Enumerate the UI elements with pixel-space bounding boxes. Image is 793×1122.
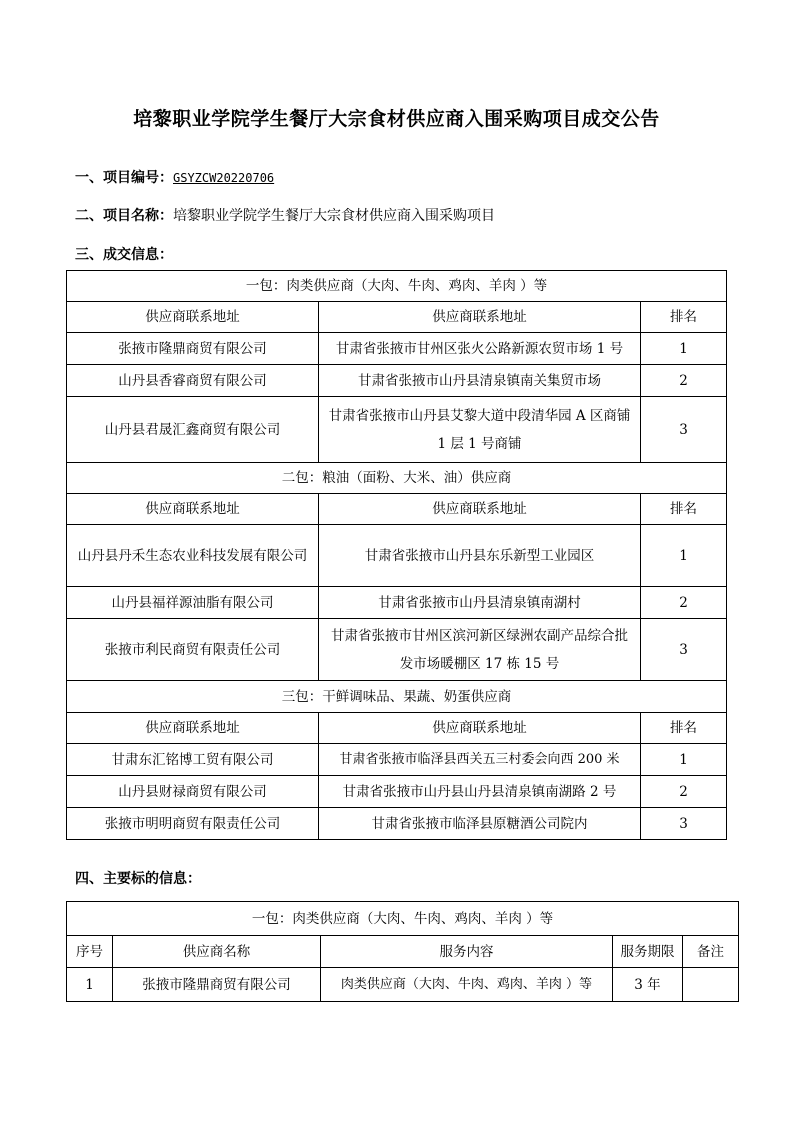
supplier-address: 甘肃省张掖市甘州区张火公路新源农贸市场 1 号 xyxy=(319,333,641,365)
table-row xyxy=(67,776,727,808)
supplier-rank: 1 xyxy=(641,525,727,587)
supplier-name: 山丹县财禄商贸有限公司 xyxy=(67,776,319,808)
project-number-value: GSYZCW20220706 xyxy=(173,171,275,185)
deal-info-heading xyxy=(75,245,173,265)
project-name-value: 培黎职业学院学生餐厅大宗食材供应商入围采购项目 xyxy=(173,208,495,224)
supplier-rank: 1 xyxy=(641,744,727,776)
package-2-title: 二包：粮油（面粉、大米、油）供应商 xyxy=(67,463,727,494)
supplier-rank: 3 xyxy=(641,808,727,840)
supplier-address: 甘肃省张掖市山丹县清泉镇南关集贸市场 xyxy=(319,365,641,397)
supplier-address: 甘肃省张掖市山丹县艾黎大道中段清华园 A 区商铺 1 层 1 号商铺 xyxy=(319,397,641,463)
header-supplier: 供应商联系地址 xyxy=(67,302,319,333)
supplier-name: 甘肃东汇铭博工贸有限公司 xyxy=(67,744,319,776)
supplier-rank: 2 xyxy=(641,587,727,619)
supplier-name: 山丹县香睿商贸有限公司 xyxy=(67,365,319,397)
table-header-row xyxy=(67,494,727,525)
project-number xyxy=(75,168,274,188)
header-no: 序号 xyxy=(67,936,113,968)
main-items-table xyxy=(66,901,739,1002)
supplier-address: 甘肃省张掖市临泽县原糖酒公司院内 xyxy=(319,808,641,840)
table-row xyxy=(67,525,727,587)
item-period: 3 年 xyxy=(613,968,683,1002)
item-name: 张掖市隆鼎商贸有限公司 xyxy=(113,968,321,1002)
supplier-name: 山丹县君晟汇鑫商贸有限公司 xyxy=(67,397,319,463)
table-header-row xyxy=(67,713,727,744)
header-note: 备注 xyxy=(683,936,739,968)
supplier-name: 山丹县福祥源油脂有限公司 xyxy=(67,587,319,619)
table-row xyxy=(67,333,727,365)
supplier-rank: 1 xyxy=(641,333,727,365)
table-row xyxy=(67,587,727,619)
header-period: 服务期限 xyxy=(613,936,683,968)
header-supplier: 供应商联系地址 xyxy=(67,713,319,744)
package-1-title: 一包：肉类供应商（大肉、牛肉、鸡肉、羊肉 ）等 xyxy=(67,271,727,302)
supplier-address: 甘肃省张掖市山丹县东乐新型工业园区 xyxy=(319,525,641,587)
header-rank: 排名 xyxy=(641,302,727,333)
table-row xyxy=(67,744,727,776)
deal-info-label: 三、成交信息： xyxy=(75,247,173,263)
table-header-row xyxy=(67,302,727,333)
supplier-rank: 3 xyxy=(641,397,727,463)
header-name: 供应商名称 xyxy=(113,936,321,968)
header-rank: 排名 xyxy=(641,713,727,744)
supplier-name: 张掖市明明商贸有限责任公司 xyxy=(67,808,319,840)
supplier-name: 山丹县丹禾生态农业科技发展有限公司 xyxy=(67,525,319,587)
item-content: 肉类供应商（大肉、牛肉、鸡肉、羊肉 ）等 xyxy=(321,968,613,1002)
package-3-title: 三包：干鲜调味品、果蔬、奶蛋供应商 xyxy=(67,681,727,713)
main-package-title: 一包：肉类供应商（大肉、牛肉、鸡肉、羊肉 ）等 xyxy=(67,902,739,936)
page-title: 培黎职业学院学生餐厅大宗食材供应商入围采购项目成交公告 xyxy=(133,108,660,130)
supplier-address: 甘肃省张掖市山丹县山丹县清泉镇南湖路 2 号 xyxy=(319,776,641,808)
header-address: 供应商联系地址 xyxy=(319,302,641,333)
table-row xyxy=(67,968,739,1002)
project-name-label: 二、项目名称： xyxy=(75,208,173,224)
table-row xyxy=(67,365,727,397)
table-row xyxy=(67,397,727,463)
table-row xyxy=(67,619,727,681)
supplier-rank: 2 xyxy=(641,365,727,397)
supplier-address: 甘肃省张掖市山丹县清泉镇南湖村 xyxy=(319,587,641,619)
main-items-heading xyxy=(75,869,201,889)
header-content: 服务内容 xyxy=(321,936,613,968)
item-no: 1 xyxy=(67,968,113,1002)
deal-info-table xyxy=(66,270,727,840)
supplier-name: 张掖市利民商贸有限责任公司 xyxy=(67,619,319,681)
supplier-rank: 3 xyxy=(641,619,727,681)
header-supplier: 供应商联系地址 xyxy=(67,494,319,525)
table-header-row xyxy=(67,936,739,968)
supplier-rank: 2 xyxy=(641,776,727,808)
header-address: 供应商联系地址 xyxy=(319,494,641,525)
supplier-name: 张掖市隆鼎商贸有限公司 xyxy=(67,333,319,365)
supplier-address: 甘肃省张掖市甘州区滨河新区绿洲农副产品综合批发市场暖棚区 17 栋 15 号 xyxy=(319,619,641,681)
supplier-address: 甘肃省张掖市临泽县西关五三村委会向西 200 米 xyxy=(319,744,641,776)
table-row xyxy=(67,808,727,840)
main-items-label: 四、主要标的信息： xyxy=(75,871,201,887)
header-address: 供应商联系地址 xyxy=(319,713,641,744)
item-note xyxy=(683,968,739,1002)
header-rank: 排名 xyxy=(641,494,727,525)
project-name xyxy=(75,206,495,226)
project-number-label: 一、项目编号： xyxy=(75,170,173,186)
